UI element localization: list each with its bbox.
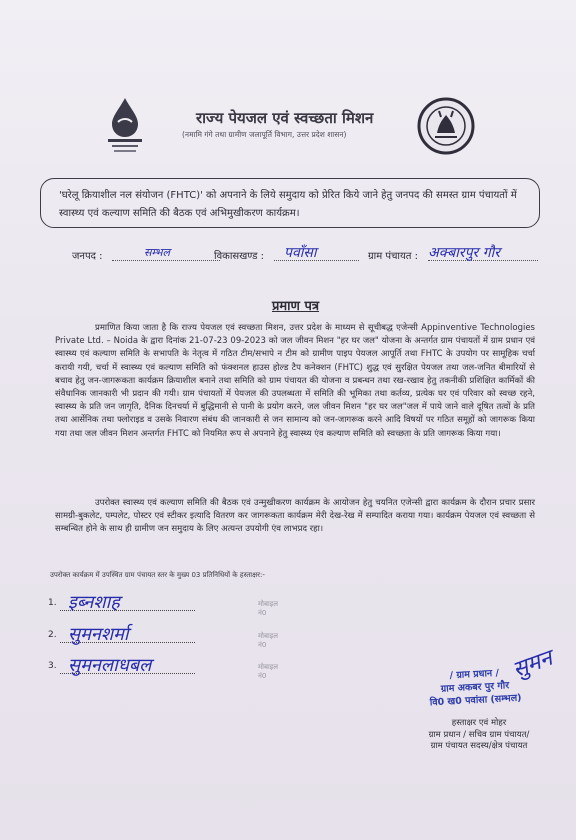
signatory-remark: मोबाइल नं0 bbox=[258, 663, 278, 680]
state-emblem-icon bbox=[417, 97, 475, 155]
signatories-intro: उपरोक्त कार्यक्रम में उपस्थित ग्राम पंचायत स्तर के मुख्य 03 प्रतिनिधियों के हस्ताक्षर:- bbox=[50, 571, 265, 579]
block-label: विकासखण्ड : bbox=[214, 251, 265, 262]
signatory-name: इब्नशाह bbox=[68, 592, 120, 613]
block-value: पवाँसा bbox=[284, 245, 317, 261]
mission-subtitle: (नमामि गंगे तथा ग्रामीण जलापूर्ति विभाग, उत्तर प्रदेश शासन) bbox=[182, 130, 347, 139]
panchayat-label: ग्राम पंचायत : bbox=[368, 251, 419, 262]
signatory-name: सुमनशर्मा bbox=[68, 624, 129, 645]
signatory-remark: मोबाइल नं0 bbox=[258, 600, 278, 617]
signatory-row bbox=[48, 655, 288, 680]
signatory-name: सुमनलाधबल bbox=[68, 655, 152, 676]
stamp-line-1: / ग्राम प्रधान / bbox=[449, 667, 500, 682]
designation-block bbox=[404, 718, 554, 753]
signatory-remark: मोबाइल नं0 bbox=[258, 632, 278, 649]
programme-topic: 'घरेलू क्रियाशील नल संयोजन (FHTC)' को अपनाने के लिये समुदाय को प्रेरित किये जाने हेतु जनपद की समस्त ग्राम पंचायतों में स्वास्थ्य एवं कल्याण समिति की बैठक एवं अभिमुखीकरण कार्यक्रम। bbox=[59, 190, 517, 219]
designation-line-2: ग्राम प्रधान / सचिव ग्राम पंचायत/ bbox=[428, 729, 530, 740]
certificate-title: प्रमाण पत्र bbox=[272, 299, 320, 314]
signatory-row bbox=[48, 624, 288, 649]
signatory-number: 1. bbox=[48, 598, 57, 608]
mission-title: राज्य पेयजल एवं स्वच्छता मिशन bbox=[196, 109, 374, 127]
pradhan-signature: सुमन bbox=[509, 645, 556, 684]
stamp-line-2: ग्राम अकबर पुर गौर bbox=[440, 680, 510, 695]
panchayat-value: अक्बारपुर गौर bbox=[428, 245, 500, 261]
up-government-seal bbox=[417, 97, 475, 155]
certificate-paragraph-1: प्रमाणित किया जाता है कि राज्य पेयजल एवं स्वच्छता मिशन, उत्तर प्रदेश के माध्यम से सूचीबद्ध एजेन्सी Appinventive Technologies Private Ltd. – Noida के द्वारा दिनांक 21-07-23 09-2023 को जल जीवन मिशन "हर घर जल" योजना के अन्तर्गत ग्राम पंचायतों में ग्राम प्रधान एवं स्वास्थ्य एवं कल्याण समिति के सभापति के नेतृत्व में गठित टीम/सभापे न टीम को ग्रामीण पाइप पेयजल आपूर्ति तथा FHTC के उपयोग पर सामूहिक चर्चा करायी गयी, चर्चा में स्वास्थ्य एवं कल्याण समिति को फंक्शनल हाउस होल्ड टैप कनेक्शन (FHTC) शुद्ध एवं सुरक्षित पेयजल तथा जल-जनित बीमारियों से बचाव हेतु जन-जागरूकता कार्यक्रम क्रियाशील बनाने तथा समिति को ग्राम पंचायत की योजना व प्रबन्धन तथा रख-रखाव हेतु तकनीकी प्रशिक्षित कार्मिकों की संवैधानिक जानकारी भी प्रदान की गयी। ग्राम पंचायतों में पेयजल की उपलब्धता में समिति की भूमिका तथा कर्तव्य, प्रत्येक घर एवं परिवार को स्वच्छ रहने, स्वास्थ्य के प्रति जन जागृति, दैनिक दिनचर्या में बुद्धिमानी से पानी के प्रयोग करने, जल जीवन मिशन "हर घर जल"जल में पाये जाने वाले दूषित तत्वों के प्रति तथा आर्सेनिक तथा फ्लोराइड व उसके निवारण संबंध की जानकारी से जन सामान्य को जन-जागरूक करने आदि विषयों पर गठित समूहों को जागरूक किया गया तथा जल जीवन मिशन अन्तर्गत FHTC को नियमित रूप से अपनाने हेतु स्वास्थ्य एंव कल्याण समिति को स्वच्छता के प्रति जागरूक किया गया। bbox=[55, 323, 535, 439]
stamp-line-3: वि0 ख0 पवांसा (सम्भल) bbox=[429, 692, 522, 709]
district-label: जनपद : bbox=[72, 251, 103, 262]
signatory-number: 3. bbox=[48, 661, 57, 671]
signatory-number: 2. bbox=[48, 630, 57, 640]
designation-line-1: हस्ताक्षर एवं मोहर bbox=[451, 718, 507, 728]
water-drop-icon bbox=[102, 96, 148, 156]
certificate-paragraph-2: उपरोक्त स्वास्थ्य एवं कल्याण समिति की बैठक एवं उन्मुखीकरण कार्यक्रम के आयोजन हेतु चयनित एजेन्सी द्वारा कार्यक्रम के दौरान प्रचार प्रसार सामग्री-बुकलेट, पम्पलेट, पोस्टर एवं स्टीकर इत्यादि वितरण कर जागरूकता कार्यक्रम मेरी देख-रेख में सम्पादित कराया गया। कार्यक्रम पेयजल एवं स्वच्छता से सम्बन्धित होने के साथ ही ग्रामीण जन समुदाय के लिए अत्यन्त उपयोगी एंव लाभप्रद रहा। bbox=[55, 498, 535, 535]
programme-topic-box bbox=[40, 178, 540, 228]
mission-logo bbox=[102, 96, 148, 156]
district-value: सम्भल bbox=[144, 246, 170, 259]
designation-line-3: ग्राम पंचायत सदस्य/क्षेत्र पंचायत bbox=[430, 741, 528, 751]
signatory-row bbox=[48, 592, 288, 617]
